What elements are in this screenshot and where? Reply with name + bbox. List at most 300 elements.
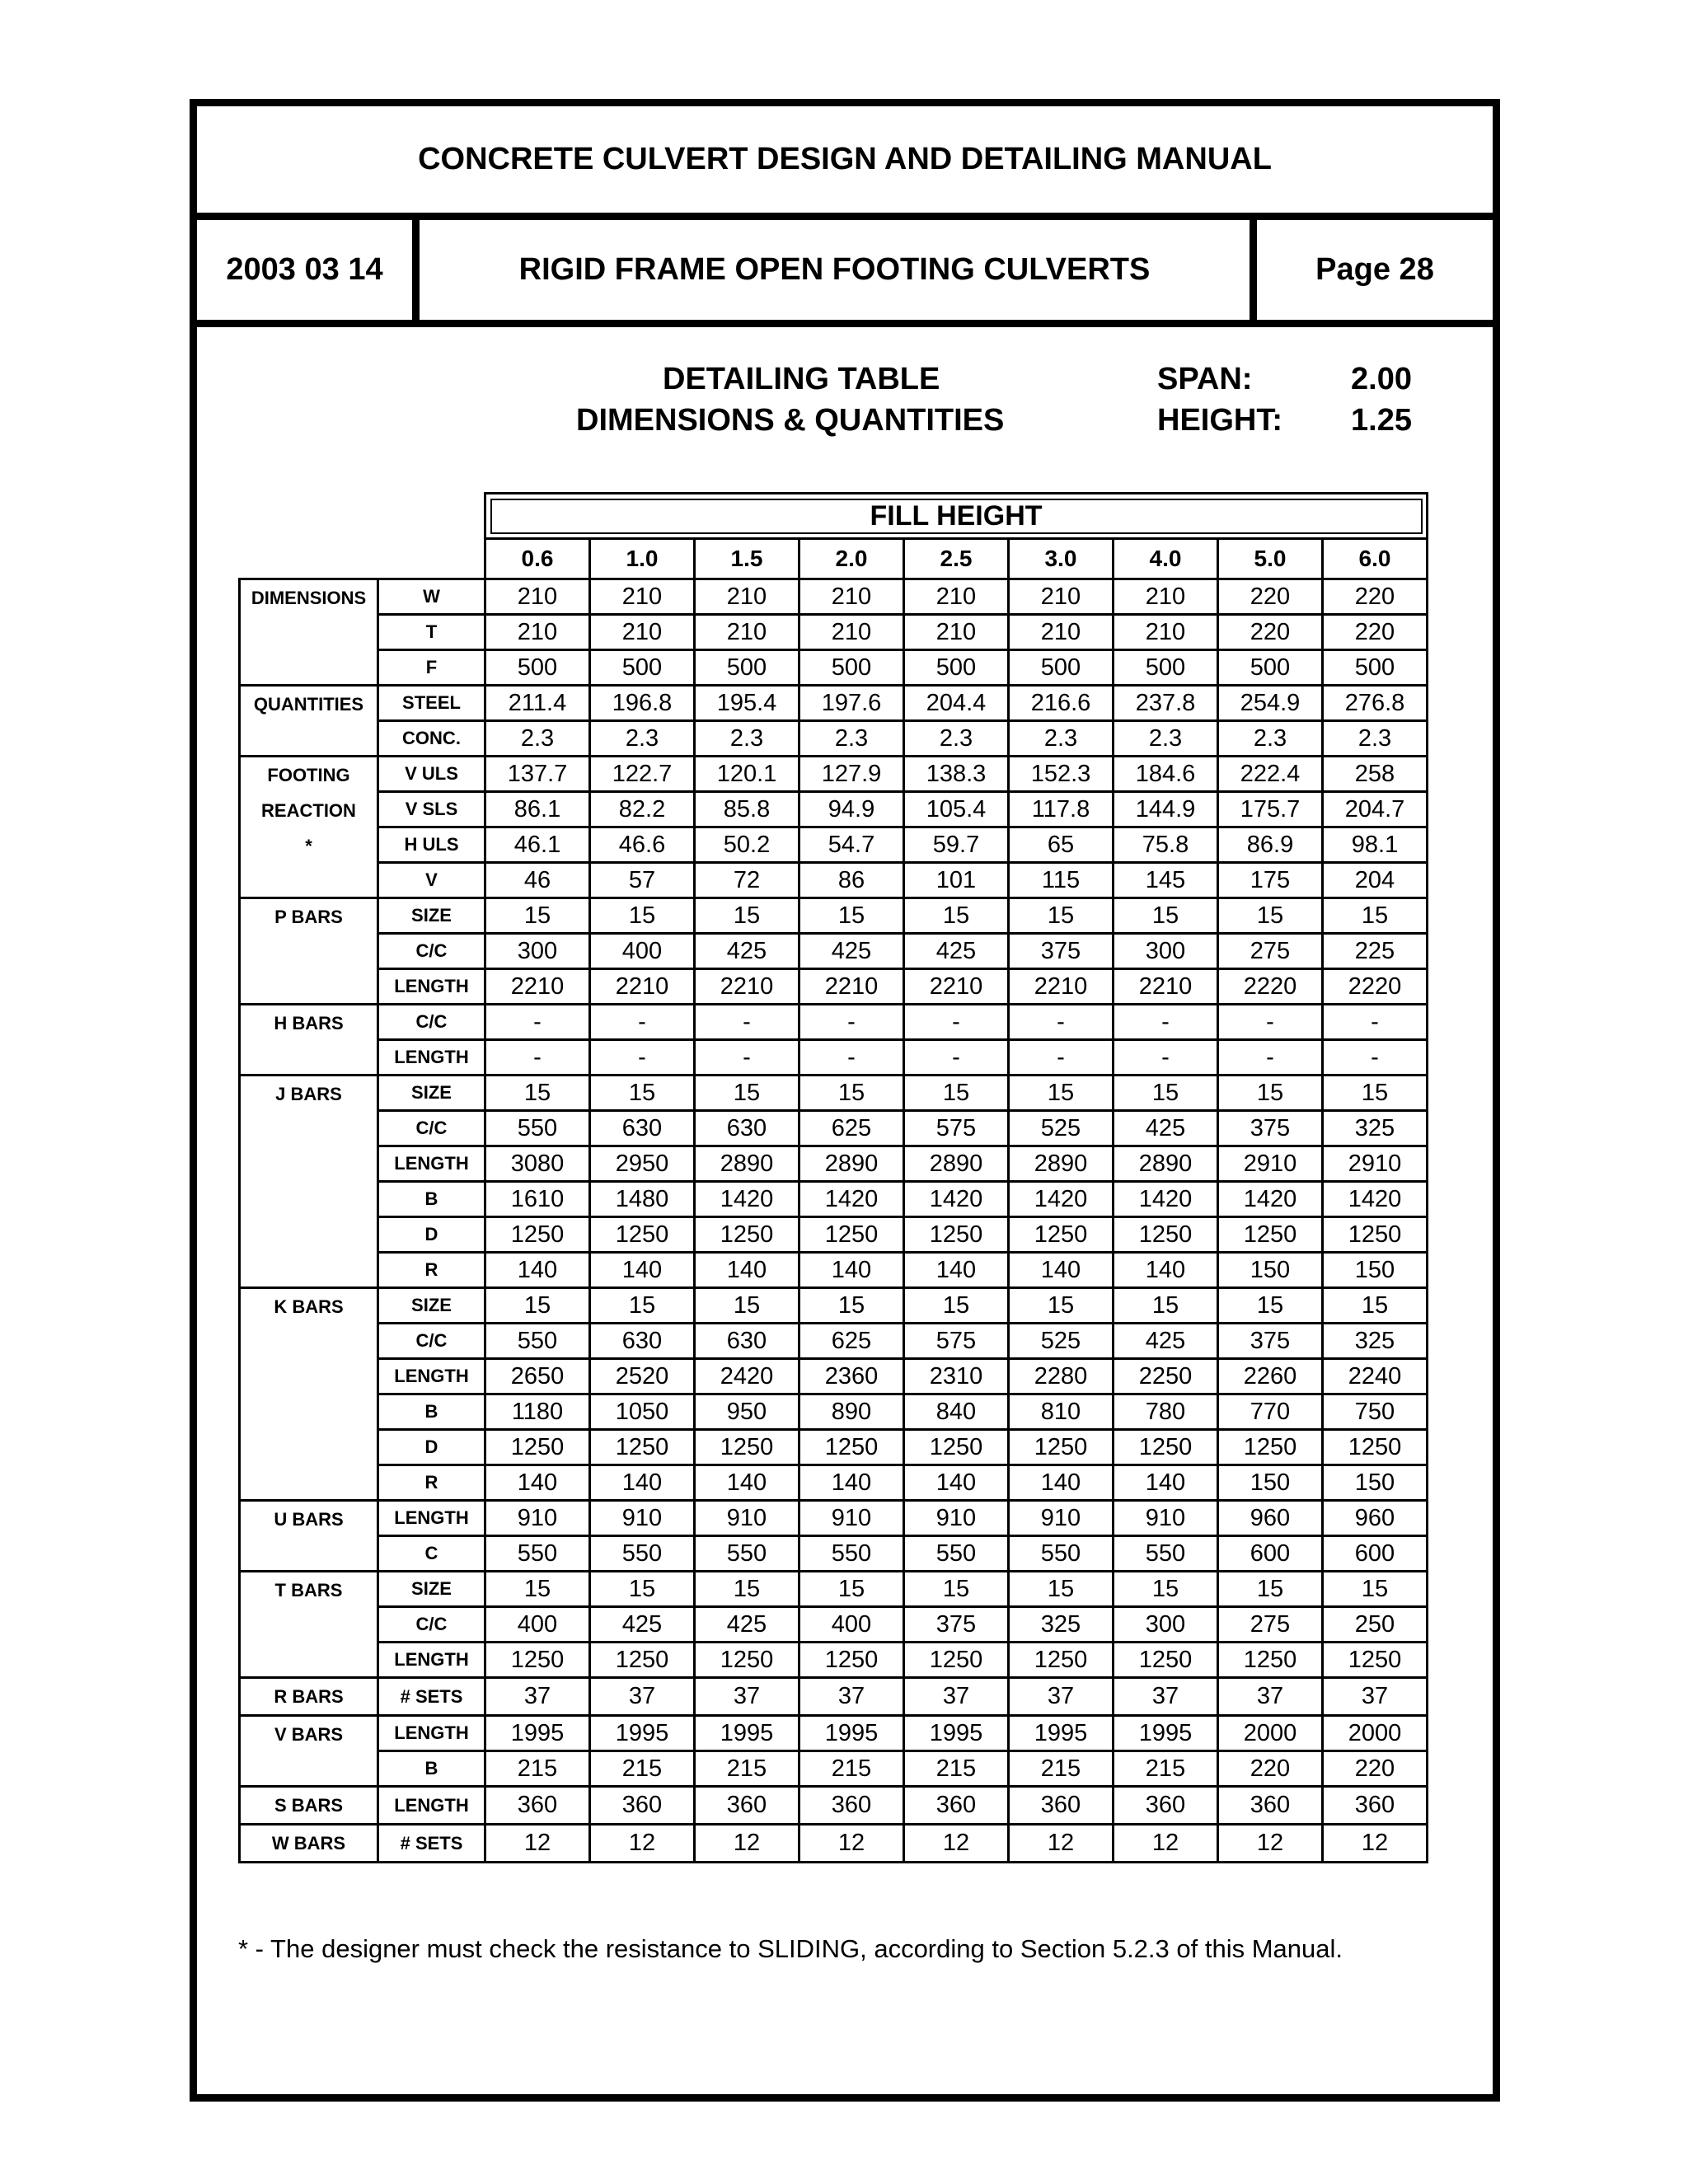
table-cell: 400 (799, 1607, 904, 1643)
table-cell: 210 (904, 579, 1009, 615)
table-cell: 175 (1218, 863, 1323, 898)
row-parameter-label: D (378, 1217, 485, 1253)
table-cell: 1995 (1114, 1716, 1218, 1751)
table-cell: 2890 (799, 1146, 904, 1182)
table-cell: 1250 (799, 1217, 904, 1253)
table-cell: 50.2 (695, 827, 799, 863)
table-cell: 575 (904, 1324, 1009, 1359)
row-parameter-label: C/C (378, 1111, 485, 1146)
fill-height-column-header: 0.6 (485, 539, 590, 579)
table-cell: 140 (485, 1465, 590, 1501)
table-cell: 225 (1323, 934, 1428, 969)
table-cell: 46.1 (485, 827, 590, 863)
table-cell: 2520 (590, 1359, 695, 1394)
table-cell: 2210 (695, 969, 799, 1005)
height-label: HEIGHT: (1157, 403, 1282, 438)
height-value: 1.25 (1351, 403, 1412, 438)
table-cell: 360 (1009, 1787, 1114, 1825)
table-cell: 258 (1323, 757, 1428, 792)
table-cell: 1250 (590, 1643, 695, 1678)
table-cell: 15 (485, 1288, 590, 1324)
table-cell: 215 (1009, 1751, 1114, 1787)
row-parameter-label: C/C (378, 1324, 485, 1359)
table-cell: 210 (799, 579, 904, 615)
table-row (240, 1111, 1428, 1146)
table-cell: 94.9 (799, 792, 904, 827)
table-cell: 1250 (1114, 1643, 1218, 1678)
table-cell: 2.3 (904, 721, 1009, 757)
table-cell: 2210 (1009, 969, 1114, 1005)
table-cell: 400 (590, 934, 695, 969)
row-group-label-line: * (305, 836, 312, 856)
table-cell: 1250 (1009, 1643, 1114, 1678)
row-group-label (240, 1787, 378, 1825)
table-cell: 122.7 (590, 757, 695, 792)
table-cell: 175.7 (1218, 792, 1323, 827)
table-cell: 770 (1218, 1394, 1323, 1430)
table-cell: 37 (1114, 1678, 1218, 1716)
table-cell: 360 (1114, 1787, 1218, 1825)
table-cell: 325 (1323, 1111, 1428, 1146)
table-cell: 215 (695, 1751, 799, 1787)
table-cell: 1610 (485, 1182, 590, 1217)
table-row (240, 1716, 1428, 1751)
table-cell: 15 (1114, 1076, 1218, 1111)
table-cell: 550 (485, 1111, 590, 1146)
table-cell: 1250 (1009, 1430, 1114, 1465)
table-cell: 630 (590, 1111, 695, 1146)
table-cell: 15 (485, 898, 590, 934)
table-cell: - (695, 1040, 799, 1076)
table-cell: 1420 (799, 1182, 904, 1217)
table-cell: 15 (1114, 898, 1218, 934)
table-cell: 425 (904, 934, 1009, 969)
table-cell: 85.8 (695, 792, 799, 827)
row-parameter-label: T (378, 615, 485, 650)
table-cell: 1250 (1218, 1643, 1323, 1678)
table-cell: - (799, 1005, 904, 1040)
table-cell: 220 (1323, 579, 1428, 615)
table-cell: 275 (1218, 1607, 1323, 1643)
table-row (240, 1430, 1428, 1465)
table-cell: 215 (590, 1751, 695, 1787)
row-parameter-label: # SETS (378, 1678, 485, 1716)
table-cell: 1250 (1009, 1217, 1114, 1253)
row-parameter-label: R (378, 1253, 485, 1288)
table-cell: - (1218, 1005, 1323, 1040)
section-title: RIGID FRAME OPEN FOOTING CULVERTS (420, 220, 1257, 320)
sliding-footnote: * - The designer must check the resistance to SLIDING, according to Section 5.2.3 of this Manual. (238, 1934, 1343, 1963)
table-cell: 196.8 (590, 686, 695, 721)
table-cell: 3080 (485, 1146, 590, 1182)
table-cell: 500 (799, 650, 904, 686)
table-cell: 1420 (695, 1182, 799, 1217)
table-cell: 630 (695, 1324, 799, 1359)
table-cell: 220 (1323, 1751, 1428, 1787)
table-cell: 140 (1009, 1465, 1114, 1501)
table-cell: 375 (1009, 934, 1114, 969)
row-group-label-line: K BARS (274, 1296, 344, 1317)
row-parameter-label: CONC. (378, 721, 485, 757)
table-cell: 127.9 (799, 757, 904, 792)
table-cell: 15 (485, 1076, 590, 1111)
table-cell: 910 (590, 1501, 695, 1536)
table-cell: 215 (1114, 1751, 1218, 1787)
detailing-table (238, 492, 1428, 1863)
table-cell: 425 (1114, 1324, 1218, 1359)
row-parameter-label: B (378, 1182, 485, 1217)
row-parameter-label: C/C (378, 1607, 485, 1643)
table-cell: 15 (1323, 1288, 1428, 1324)
table-cell: 15 (590, 1076, 695, 1111)
table-cell: 150 (1323, 1253, 1428, 1288)
table-cell: 15 (799, 898, 904, 934)
table-cell: 15 (799, 1288, 904, 1324)
table-cell: 300 (1114, 934, 1218, 969)
row-parameter-label: SIZE (378, 1572, 485, 1607)
table-cell: 37 (485, 1678, 590, 1716)
table-cell: 1250 (695, 1217, 799, 1253)
row-parameter-label: V (378, 863, 485, 898)
row-parameter-label: LENGTH (378, 1643, 485, 1678)
table-row (240, 1076, 1428, 1111)
table-cell: 144.9 (1114, 792, 1218, 827)
table-cell: 15 (1218, 1076, 1323, 1111)
table-cell: 960 (1218, 1501, 1323, 1536)
table-cell: 210 (590, 615, 695, 650)
row-group-label (240, 1005, 378, 1076)
table-cell: 425 (1114, 1111, 1218, 1146)
table-cell: 1250 (904, 1217, 1009, 1253)
page-frame (190, 99, 1500, 2102)
table-cell: 950 (695, 1394, 799, 1430)
table-cell: 2950 (590, 1146, 695, 1182)
table-cell: 910 (799, 1501, 904, 1536)
table-cell: 12 (1323, 1825, 1428, 1863)
row-group-label-line: DIMENSIONS (251, 588, 367, 608)
table-cell: 15 (1323, 1572, 1428, 1607)
table-cell: 140 (1114, 1465, 1218, 1501)
table-cell: 1250 (799, 1430, 904, 1465)
table-cell: 2.3 (485, 721, 590, 757)
table-cell: 425 (590, 1607, 695, 1643)
table-cell: 210 (590, 579, 695, 615)
table-cell: 46.6 (590, 827, 695, 863)
table-cell: 140 (590, 1253, 695, 1288)
table-cell: 12 (590, 1825, 695, 1863)
table-row (240, 1394, 1428, 1430)
table-cell: - (1009, 1005, 1114, 1040)
table-row (240, 686, 1428, 721)
table-cell: 140 (1009, 1253, 1114, 1288)
table-cell: 1250 (485, 1430, 590, 1465)
blank-corner (240, 494, 485, 539)
table-cell: 1180 (485, 1394, 590, 1430)
row-group-label (240, 1076, 378, 1288)
table-cell: 254.9 (1218, 686, 1323, 721)
table-cell: 140 (904, 1253, 1009, 1288)
row-parameter-label: SIZE (378, 898, 485, 934)
table-row (240, 1359, 1428, 1394)
table-cell: 220 (1218, 579, 1323, 615)
table-cell: 375 (1218, 1324, 1323, 1359)
table-row (240, 1288, 1428, 1324)
table-cell: 12 (904, 1825, 1009, 1863)
row-parameter-label: W (378, 579, 485, 615)
table-cell: 1250 (590, 1430, 695, 1465)
table-cell: 15 (1323, 1076, 1428, 1111)
table-cell: 37 (695, 1678, 799, 1716)
table-cell: 115 (1009, 863, 1114, 898)
table-cell: 550 (1114, 1536, 1218, 1572)
table-cell: 2890 (904, 1146, 1009, 1182)
table-cell: 500 (1218, 650, 1323, 686)
blank-corner (240, 539, 485, 579)
table-cell: 12 (695, 1825, 799, 1863)
table-cell: 37 (1323, 1678, 1428, 1716)
table-cell: - (485, 1005, 590, 1040)
table-cell: 210 (904, 615, 1009, 650)
table-cell: 2650 (485, 1359, 590, 1394)
table-cell: - (485, 1040, 590, 1076)
row-group-label-line: S BARS (274, 1795, 344, 1816)
table-cell: 195.4 (695, 686, 799, 721)
table-cell: 840 (904, 1394, 1009, 1430)
table-cell: 140 (799, 1253, 904, 1288)
table-cell: 15 (485, 1572, 590, 1607)
table-cell: 15 (1009, 898, 1114, 934)
table-cell: - (1218, 1040, 1323, 1076)
table-cell: 1250 (1218, 1430, 1323, 1465)
row-parameter-label: V ULS (378, 757, 485, 792)
table-cell: 1250 (695, 1643, 799, 1678)
table-cell: 360 (590, 1787, 695, 1825)
row-parameter-label: H ULS (378, 827, 485, 863)
table-cell: 37 (1009, 1678, 1114, 1716)
table-row (240, 1182, 1428, 1217)
row-group-label-line: REACTION (261, 800, 356, 821)
table-cell: 276.8 (1323, 686, 1428, 721)
table-cell: 1480 (590, 1182, 695, 1217)
row-group-label (240, 1501, 378, 1572)
row-group-label (240, 757, 378, 898)
table-cell: 500 (695, 650, 799, 686)
table-cell: 204.7 (1323, 792, 1428, 827)
table-cell: 140 (1114, 1253, 1218, 1288)
table-cell: 2890 (1114, 1146, 1218, 1182)
detailing-table-container (238, 492, 1428, 1863)
row-parameter-label: STEEL (378, 686, 485, 721)
table-row (240, 1501, 1428, 1536)
table-row (240, 827, 1428, 863)
table-cell: 2220 (1323, 969, 1428, 1005)
table-cell: 15 (1114, 1572, 1218, 1607)
table-cell: 360 (799, 1787, 904, 1825)
table-cell: 12 (799, 1825, 904, 1863)
row-group-label (240, 1678, 378, 1716)
manual-title: CONCRETE CULVERT DESIGN AND DETAILING MANUAL (197, 106, 1493, 220)
table-cell: 810 (1009, 1394, 1114, 1430)
table-cell: 140 (904, 1465, 1009, 1501)
table-cell: 1995 (485, 1716, 590, 1751)
table-cell: 57 (590, 863, 695, 898)
table-cell: 300 (1114, 1607, 1218, 1643)
table-cell: 500 (590, 650, 695, 686)
fill-height-column-header: 6.0 (1323, 539, 1428, 579)
table-row (240, 721, 1428, 757)
table-cell: 15 (1323, 898, 1428, 934)
table-cell: 215 (485, 1751, 590, 1787)
table-cell: 400 (485, 1607, 590, 1643)
table-cell: - (1009, 1040, 1114, 1076)
table-cell: - (904, 1005, 1009, 1040)
table-cell: 220 (1218, 1751, 1323, 1787)
table-row (240, 1465, 1428, 1501)
table-cell: 15 (1009, 1076, 1114, 1111)
table-row (240, 1678, 1428, 1716)
table-cell: 152.3 (1009, 757, 1114, 792)
table-heading-line2: DIMENSIONS & QUANTITIES (576, 403, 1005, 438)
table-cell: 1250 (695, 1430, 799, 1465)
row-parameter-label: LENGTH (378, 1787, 485, 1825)
table-row (240, 1607, 1428, 1643)
table-cell: 250 (1323, 1607, 1428, 1643)
table-cell: 550 (1009, 1536, 1114, 1572)
row-parameter-label: LENGTH (378, 969, 485, 1005)
table-cell: 140 (695, 1253, 799, 1288)
page-number: Page 28 (1315, 252, 1434, 287)
fill-height-column-header: 4.0 (1114, 539, 1218, 579)
table-cell: 140 (590, 1465, 695, 1501)
table-cell: 275 (1218, 934, 1323, 969)
table-cell: 197.6 (799, 686, 904, 721)
table-cell: 210 (1114, 615, 1218, 650)
table-row (240, 792, 1428, 827)
table-cell: - (590, 1005, 695, 1040)
table-cell: 117.8 (1009, 792, 1114, 827)
table-cell: 138.3 (904, 757, 1009, 792)
row-parameter-label: LENGTH (378, 1146, 485, 1182)
row-parameter-label: C/C (378, 934, 485, 969)
table-row (240, 579, 1428, 615)
table-cell: 210 (695, 615, 799, 650)
table-cell: 37 (799, 1678, 904, 1716)
table-cell: 2.3 (695, 721, 799, 757)
table-heading-line1: DETAILING TABLE (663, 362, 940, 396)
table-row (240, 1643, 1428, 1678)
row-group-label-line: R BARS (274, 1686, 344, 1707)
table-cell: 2890 (1009, 1146, 1114, 1182)
table-cell: 2210 (485, 969, 590, 1005)
table-row (240, 1146, 1428, 1182)
table-cell: 210 (1114, 579, 1218, 615)
table-cell: 2910 (1218, 1146, 1323, 1182)
table-cell: 37 (1218, 1678, 1323, 1716)
table-cell: 1995 (695, 1716, 799, 1751)
table-cell: 15 (1114, 1288, 1218, 1324)
table-cell: 15 (590, 1288, 695, 1324)
table-cell: 1420 (1323, 1182, 1428, 1217)
table-cell: 2.3 (799, 721, 904, 757)
table-row (240, 650, 1428, 686)
table-cell: 625 (799, 1324, 904, 1359)
row-group-label (240, 1825, 378, 1863)
row-parameter-label: B (378, 1394, 485, 1430)
row-group-label-line: FOOTING (267, 765, 350, 785)
table-cell: 360 (1323, 1787, 1428, 1825)
table-cell: 12 (1009, 1825, 1114, 1863)
table-cell: 1250 (904, 1430, 1009, 1465)
table-cell: 86.9 (1218, 827, 1323, 863)
row-parameter-label: R (378, 1465, 485, 1501)
table-cell: 375 (1218, 1111, 1323, 1146)
table-cell: 2000 (1218, 1716, 1323, 1751)
row-group-label-line: T BARS (274, 1580, 343, 1601)
table-row (240, 1324, 1428, 1359)
table-cell: 1995 (1009, 1716, 1114, 1751)
table-cell: 630 (695, 1111, 799, 1146)
table-row (240, 1253, 1428, 1288)
table-cell: 204 (1323, 863, 1428, 898)
row-group-label-line: P BARS (274, 907, 343, 927)
table-cell: 375 (904, 1607, 1009, 1643)
fill-height-column-header: 2.0 (799, 539, 904, 579)
table-cell: 910 (695, 1501, 799, 1536)
table-cell: 2360 (799, 1359, 904, 1394)
table-cell: 1250 (1323, 1430, 1428, 1465)
table-cell: 2250 (1114, 1359, 1218, 1394)
page-header (197, 220, 1493, 327)
table-cell: - (1323, 1005, 1428, 1040)
table-cell: 15 (1218, 898, 1323, 934)
table-cell: 75.8 (1114, 827, 1218, 863)
table-cell: 46 (485, 863, 590, 898)
table-cell: - (904, 1040, 1009, 1076)
table-cell: 1420 (904, 1182, 1009, 1217)
table-cell: 15 (1218, 1288, 1323, 1324)
document-date: 2003 03 14 (197, 220, 420, 320)
fill-height-column-header: 2.5 (904, 539, 1009, 579)
table-cell: 2000 (1323, 1716, 1428, 1751)
table-cell: 500 (1114, 650, 1218, 686)
fill-height-column-header: 5.0 (1218, 539, 1323, 579)
table-cell: 1250 (1323, 1217, 1428, 1253)
table-cell: 525 (1009, 1324, 1114, 1359)
table-cell: 425 (695, 934, 799, 969)
row-group-label (240, 579, 378, 686)
span-value: 2.00 (1351, 362, 1412, 396)
table-cell: 2310 (904, 1359, 1009, 1394)
table-cell: 550 (695, 1536, 799, 1572)
table-cell: 780 (1114, 1394, 1218, 1430)
table-cell: 325 (1009, 1607, 1114, 1643)
table-cell: 86 (799, 863, 904, 898)
table-cell: 1250 (1218, 1217, 1323, 1253)
table-cell: 1995 (590, 1716, 695, 1751)
table-cell: 360 (695, 1787, 799, 1825)
table-cell: 300 (485, 934, 590, 969)
table-cell: 140 (799, 1465, 904, 1501)
table-cell: 500 (485, 650, 590, 686)
table-cell: 1420 (1114, 1182, 1218, 1217)
table-cell: 210 (695, 579, 799, 615)
table-cell: 1250 (485, 1643, 590, 1678)
table-cell: 325 (1323, 1324, 1428, 1359)
row-group-label (240, 1716, 378, 1787)
row-parameter-label: LENGTH (378, 1501, 485, 1536)
table-cell: 600 (1218, 1536, 1323, 1572)
row-parameter-label: SIZE (378, 1076, 485, 1111)
